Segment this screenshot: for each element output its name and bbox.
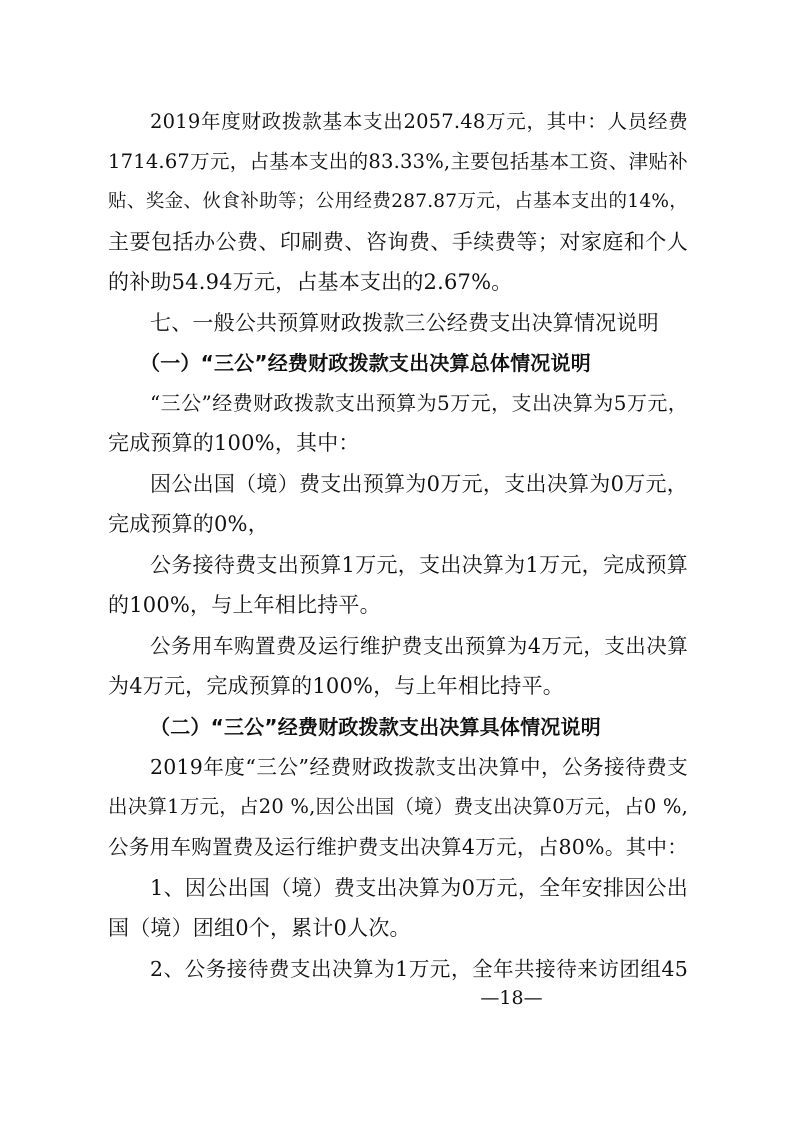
paragraph-line: 的补助54.94万元，占基本支出的2.67%。 — [108, 270, 513, 294]
paragraph-line: 贴、奖金、伙食补助等；公用经费287.87万元，占基本支出的14%， — [108, 191, 688, 212]
paragraph-line: 完成预算的100%，其中： — [108, 431, 360, 455]
subsection-title: （二）“三公”经费财政拨款支出决算具体情况说明 — [150, 715, 601, 739]
paragraph-line: 公务接待费支出预算1万元，支出决算为1万元，完成预算 — [150, 553, 688, 577]
page-number: —18— — [480, 987, 543, 1009]
paragraph-line: 的100%，与上年相比持平。 — [108, 593, 381, 617]
paragraph-line: 1、因公出国（境）费支出决算为0万元，全年安排因公出 — [150, 876, 688, 900]
paragraph-line: 国（境）团组0个，累计0人次。 — [108, 916, 411, 940]
paragraph-line: 因公出国（境）费支出预算为0万元，支出决算为0万元， — [150, 472, 688, 496]
paragraph-line: 完成预算的0%， — [108, 512, 269, 536]
paragraph-line: 出决算1万元，占20 %,因公出国（境）费支出决算0万元，占0 %, — [108, 795, 688, 818]
section-title: 七、一般公共预算财政拨款三公经费支出决算情况说明 — [150, 311, 659, 335]
paragraph-line: 1714.67万元，占基本支出的83.33%,主要包括基本工资、津贴补 — [108, 150, 688, 173]
paragraph-line: 公务用车购置费及运行维护费支出决算4万元，占80%。其中： — [108, 835, 688, 859]
paragraph-line: 2019年度财政拨款基本支出2057.48万元，其中：人员经费 — [150, 110, 688, 133]
paragraph-line: “三公”经费财政拨款支出预算为5万元，支出决算为5万元， — [150, 391, 688, 415]
paragraph-line: 公务用车购置费及运行维护费支出预算为4万元，支出决算 — [150, 634, 688, 658]
subsection-title: （一）“三公”经费财政拨款支出决算总体情况说明 — [140, 351, 591, 375]
paragraph-line: 主要包括办公费、印刷费、咨询费、手续费等；对家庭和个人 — [108, 230, 688, 254]
paragraph-line: 为4万元，完成预算的100%，与上年相比持平。 — [108, 674, 564, 698]
paragraph-line: 2019年度“三公”经费财政拨款支出决算中，公务接待费支 — [150, 755, 688, 779]
paragraph-line: 2、公务接待费支出决算为1万元，全年共接待来访团组45 — [150, 957, 688, 981]
